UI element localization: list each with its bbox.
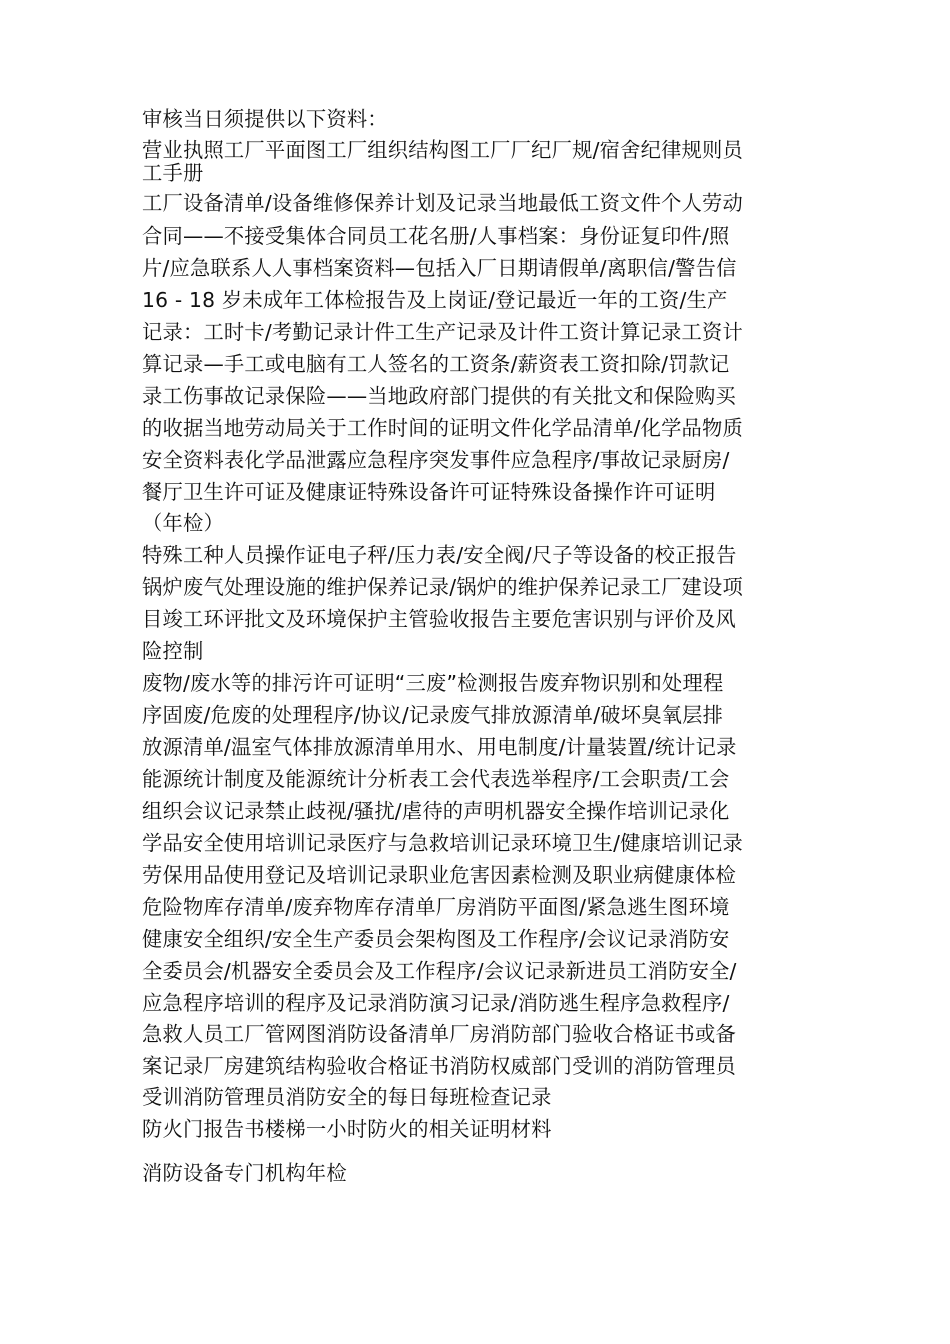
text-line: 算记录—手工或电脑有工人签名的工资条/薪资表工资扣除/罚款记	[142, 352, 730, 376]
text-line: 片/应急联系人人事档案资料—包括入厂日期请假单/离职信/警告信	[142, 256, 737, 280]
text-line: 安全资料表化学品泄露应急程序突发事件应急程序/事故记录厨房/	[142, 448, 730, 472]
text-line: 急救人员工厂管网图消防设备清单厂房消防部门验收合格证书或备	[142, 1022, 736, 1046]
text-line: 防火门报告书楼梯一小时防火的相关证明材料	[142, 1117, 552, 1141]
text-line: 全委员会/机器安全委员会及工作程序/会议记录新进员工消防安全/	[142, 959, 737, 983]
text-line: 目竣工环评批文及环境保护主管验收报告主要危害识别与评价及风	[142, 607, 736, 631]
text-line: 16 - 18 岁未成年工体检报告及上岗证/登记最近一年的工资/生产	[142, 288, 728, 312]
text-line: 废物/废水等的排污许可证明“三废”检测报告废弃物识别和处理程	[142, 671, 724, 695]
text-line: 险控制	[142, 639, 204, 663]
text-line: 录工伤事故记录保险——当地政府部门提供的有关批文和保险购买	[142, 384, 736, 408]
text-line: 序固废/危废的处理程序/协议/记录废气排放源清单/破坏臭氧层排	[142, 703, 724, 727]
text-line: 危险物库存清单/废弃物库存清单厂房消防平面图/紧急逃生图环境	[142, 895, 730, 919]
text-line: 健康安全组织/安全生产委员会架构图及工作程序/会议记录消防安	[142, 927, 730, 951]
text-line: （年检）	[142, 511, 224, 535]
text-line: 记录：工时卡/考勤记录计件工生产记录及计件工资计算记录工资计	[142, 320, 743, 344]
text-line: 案记录厂房建筑结构验收合格证书消防权威部门受训的消防管理员	[142, 1054, 736, 1078]
text-line: 学品安全使用培训记录医疗与急救培训记录环境卫生/健康培训记录	[142, 831, 743, 855]
text-line: 应急程序培训的程序及记录消防演习记录/消防逃生程序急救程序/	[142, 991, 730, 1015]
text-line: 的收据当地劳动局关于工作时间的证明文件化学品清单/化学品物质	[142, 416, 743, 440]
text-line: 消防设备专门机构年检	[142, 1161, 347, 1185]
text-line: 工手册	[142, 161, 204, 185]
text-line: 组织会议记录禁止歧视/骚扰/虐待的声明机器安全操作培训记录化	[142, 799, 730, 823]
text-line: 工厂设备清单/设备维修保养计划及记录当地最低工资文件个人劳动	[142, 191, 743, 215]
text-line: 营业执照工厂平面图工厂组织结构图工厂厂纪厂规/宿舍纪律规则员	[142, 138, 743, 162]
text-line: 合同——不接受集体合同员工花名册/人事档案：身份证复印件/照	[142, 224, 730, 248]
text-line: 审核当日须提供以下资料：	[142, 107, 388, 131]
text-line: 放源清单/温室气体排放源清单用水、用电制度/计量装置/统计记录	[142, 735, 737, 759]
text-line: 餐厅卫生许可证及健康证特殊设备许可证特殊设备操作许可证明	[142, 480, 716, 504]
text-line: 劳保用品使用登记及培训记录职业危害因素检测及职业病健康体检	[142, 863, 736, 887]
text-line: 受训消防管理员消防安全的每日每班检查记录	[142, 1085, 552, 1109]
text-line: 锅炉废气处理设施的维护保养记录/锅炉的维护保养记录工厂建设项	[142, 575, 743, 599]
text-line: 能源统计制度及能源统计分析表工会代表选举程序/工会职责/工会	[142, 767, 730, 791]
text-line: 特殊工种人员操作证电子秤/压力表/安全阀/尺子等设备的校正报告	[142, 543, 737, 567]
